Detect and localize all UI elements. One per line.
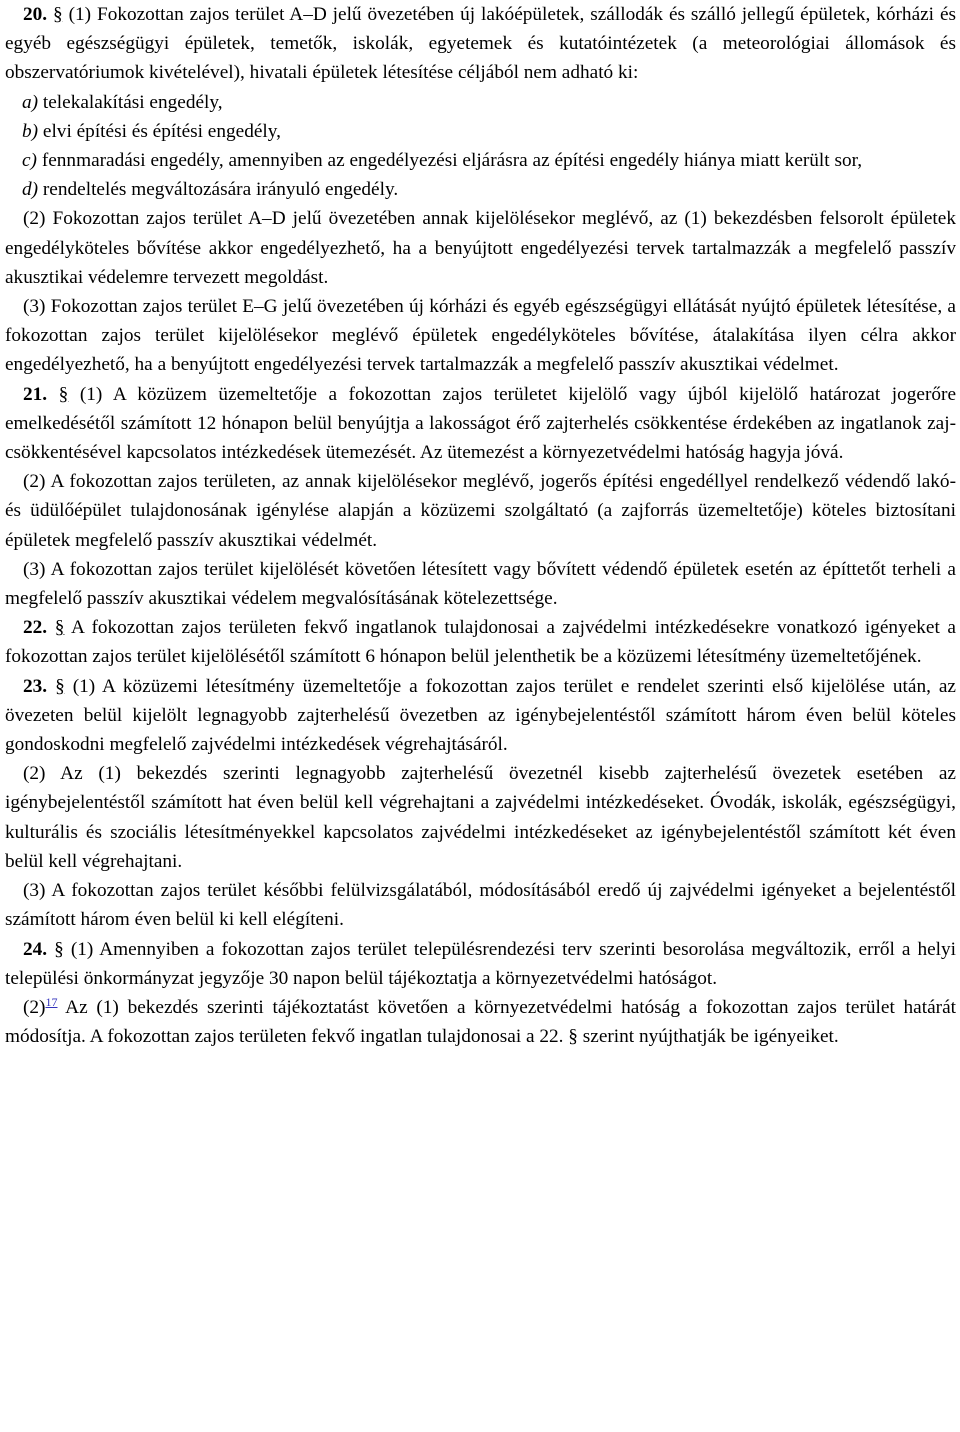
section-24-number: 24. — [23, 938, 48, 960]
section-23-paragraph-2: (2) Az (1) bekezdés szerinti legnagyobb zajterhelésű övezetnél kisebb zajterhelésű övezetek esetében az igénybejelentéstől számított hat éven belül kell végrehajtani a zajvédelmi intézkedéseket. Óvodák, iskolák, egészségügyi, kulturális és szociális létesítményekkel kapcsolatos zajvédelmi intézkedéseket az igénybejelentéstől számított két éven belül kell végrehajtani. — [5, 763, 956, 872]
section-21-link[interactable]: § — [58, 383, 69, 405]
section-20-paragraph-1 — [5, 0, 956, 88]
section-20-paragraph-1-text: (1) Fokozottan zajos terület A–D jelű övezetében új lakóépületek, szállodák és szálló jellegű épületek, kórházi és egyéb egészségügyi épületek, temetők, iskolák, egyetemek és kutatóintézetek (a meteorológiai állomások és obszervatóriumok kivételével), hivatali épületek létesítése céljából nem adható ki: — [5, 4, 957, 84]
section-22-paragraph-1-text: A fokozottan zajos területen fekvő ingatlanok tulajdonosai a zajvédelmi intézkedésekre vonatkozó igényeket a fokozottan zajos terület kijelölésétől számított 6 hónapon belül jelenthetik be a közüzemi létesítmény üzemeltetőjének. — [5, 617, 956, 668]
section-22-link[interactable]: § — [54, 617, 65, 639]
section-20-item-d — [5, 175, 956, 204]
section-23-link[interactable]: § — [55, 675, 65, 697]
section-20-item-b — [5, 117, 956, 146]
section-23-paragraph-1 — [5, 672, 956, 760]
section-20-paragraph-2: (2) Fokozottan zajos terület A–D jelű övezetében annak kijelölésekor meglévő, az (1) bekezdésben felsorolt épületek engedélyköteles bővítése akkor engedélyezhető, ha a benyújtott engedélyezési tervek tartalmazzák a megfelelő passzív akusztikai védelemre tervezett megoldást. — [5, 208, 956, 288]
section-22-paragraph-1 — [5, 613, 956, 671]
section-24-paragraph-1 — [5, 935, 956, 993]
item-d-label: d) — [22, 179, 39, 201]
section-23-number: 23. — [23, 675, 48, 697]
section-24-paragraph-2-prefix: (2) — [23, 996, 46, 1018]
item-c-label: c) — [22, 150, 37, 172]
section-21-number: 21. — [23, 383, 48, 405]
section-20-link[interactable]: § — [53, 4, 63, 25]
section-22-number: 22. — [23, 617, 48, 639]
section-23-paragraph-3: (3) A fokozottan zajos terület későbbi felülvizsgálatából, módosításából eredő új zajvédelmi igényeket a bejelentéstől számított három éven belül ki kell elégíteni. — [5, 880, 956, 931]
section-24-paragraph-2 — [5, 993, 956, 1051]
item-a-text: telekalakítási engedély, — [42, 91, 223, 113]
item-c-text: fennmaradási engedély, amennyiben az engedélyezési eljárásra az építési engedély hiánya miatt került sor, — [41, 150, 863, 172]
item-d-text: rendeltelés megváltozására irányuló engedély. — [42, 179, 399, 201]
item-a-label: a) — [22, 91, 39, 113]
section-20-number: 20. — [23, 4, 48, 25]
section-23-paragraph-1-text: (1) A közüzemi létesítmény üzemeltetője a fokozottan zajos terület e rendelet szerinti első kijelölése után, az övezeten belül kijelölt legnagyobb zajterhelésű övezetben az igénybejelentéstől számított három éven belül köteles gondoskodni megfelelő zajvédelmi intézkedések végrehajtásáról. — [5, 675, 956, 756]
section-24-paragraph-1-text: (1) Amennyiben a fokozottan zajos terület településrendezési terv szerinti besorolása megváltozik, erről a helyi települési önkormányzat jegyzője 30 napon belül tájékoztatja a környezetvédelmi hatóságot. — [5, 938, 957, 989]
section-20-paragraph-3: (3) Fokozottan zajos terület E–G jelű övezetében új kórházi és egyéb egészségügyi ellátását nyújtó épületek létesítése, a fokozottan zajos terület kijelölésekor meglévő épületek engedélyköteles bővítése, átalakítása ilyen célra akkor engedélyezhető, ha a benyújtott engedélyezési tervek tartalmazzák a megfelelő passzív akusztikai védelmet. — [5, 296, 956, 376]
section-21-paragraph-2: (2) A fokozottan zajos területen, az annak kijelölésekor meglévő, jogerős építési engedéllyel rendelkező védendő lakó- és üdülőépület tulajdonosának igénylése alapján a közüzemi szolgáltató (a zajforrás üzemeltetője) köteles biztosítani épületek megfelelő passzív akusztikai védelmét. — [5, 471, 956, 551]
footnote-link-17[interactable]: 17 — [45, 994, 58, 1009]
item-b-label: b) — [22, 120, 39, 142]
section-20-item-a — [5, 88, 956, 117]
section-21-paragraph-3: (3) A fokozottan zajos terület kijelölését követően létesített vagy bővített védendő épületek esetén az építtetőt terheli a megfelelő passzív akusztikai védelem megvalósításának kötelezettsége. — [5, 558, 956, 610]
item-b-text: elvi építési és építési engedély, — [42, 120, 281, 142]
section-21-paragraph-1 — [5, 380, 956, 468]
section-21-paragraph-1-text: (1) A közüzem üzemeltetője a fokozottan zajos területet kijelölő vagy újból kijelölő határozat jogerőre emelkedésétől számított 12 hónapon belül benyújtja a lakosságot érő zajterhelés csökkentése érdekében az ingatlanok zaj- csökkentésével kapcsolatos intézkedések ütemezését. Az ütemezést a környezetvédelmi hatóság hagyja jóvá. — [5, 383, 957, 464]
section-20-item-c — [5, 146, 956, 175]
section-24-link[interactable]: § — [54, 938, 64, 960]
section-24-paragraph-2-text: Az (1) bekezdés szerinti tájékoztatást követően a környezetvédelmi hatóság a fokozottan zajos terület határát módosítja. A fokozottan zajos területen fekvő ingatlan tulajdonosai a 22. § szerint nyújthatják be igényeiket. — [5, 996, 956, 1048]
